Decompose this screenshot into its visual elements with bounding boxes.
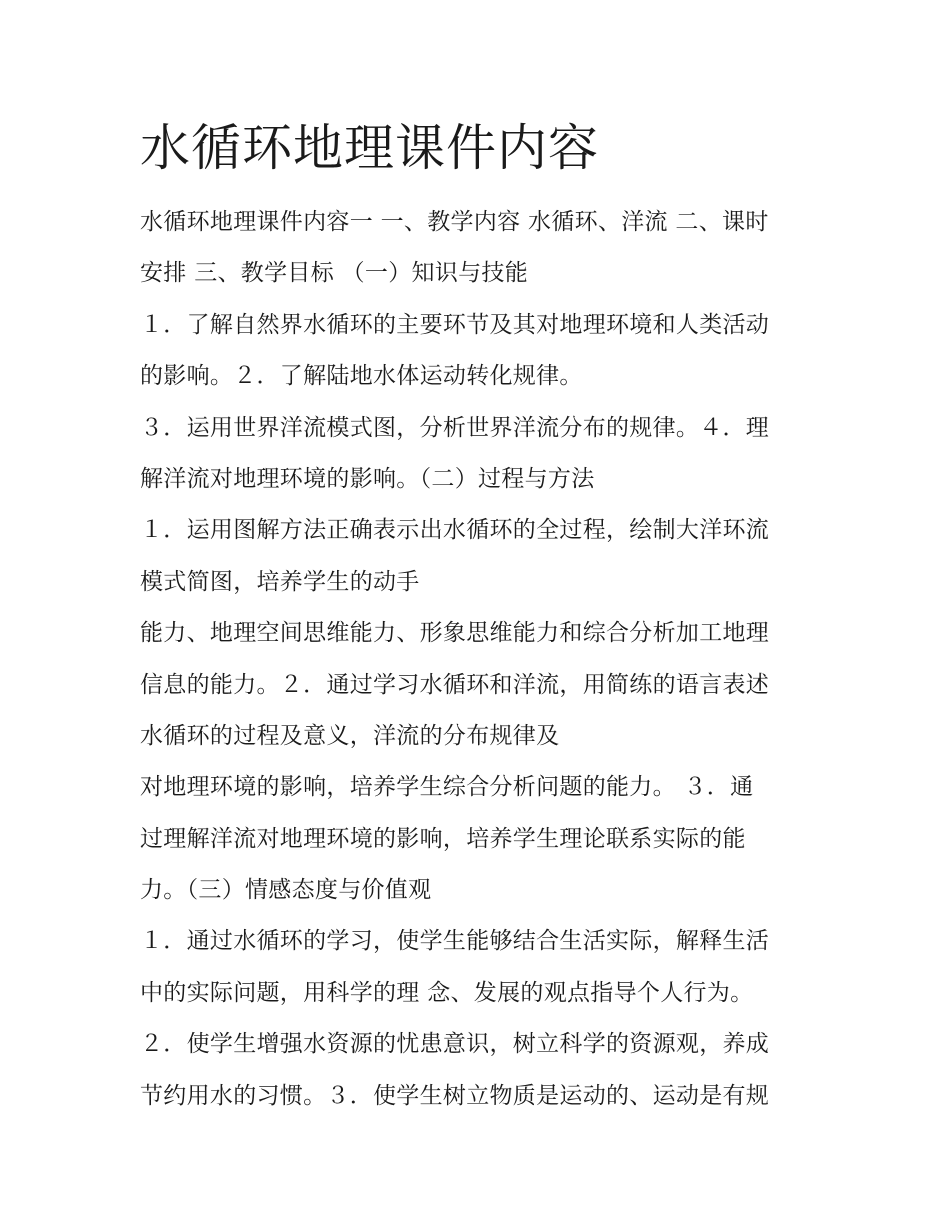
body-line: 信息的能力。２．通过学习水循环和洋流，用简练的语言表述: [140, 671, 770, 698]
body-line: ２．使学生增强水资源的忧患意识，树立科学的资源观，养成: [140, 1031, 770, 1058]
body-line: 节约用水的习惯。３．使学生树立物质是运动的、运动是有规: [140, 1082, 770, 1109]
body-line: 中的实际问题，用科学的理 念、发展的观点指导个人行为。: [140, 979, 754, 1006]
body-line: 力。（三）情感态度与价值观: [140, 877, 432, 904]
body-line: 水循环地理课件内容一 一、教学内容 水循环、洋流 二、课时: [140, 209, 769, 235]
body-line: 安排 三、教学目标 （一）知识与技能: [140, 260, 529, 287]
body-line: １．通过水循环的学习，使学生能够结合生活实际，解释生活: [140, 928, 770, 955]
body-line: 解洋流对地理环境的影响。（二）过程与方法: [140, 465, 595, 492]
body-line: 能力、地理空间思维能力、形象思维能力和综合分析加工地理: [140, 620, 770, 647]
body-line: ３．运用世界洋流模式图，分析世界洋流分布的规律。４．理: [140, 414, 770, 441]
document-body: [140, 200, 820, 1125]
document-title: 水循环地理课件内容: [140, 119, 599, 177]
body-line: 过理解洋流对地理环境的影响，培养学生理论联系实际的能: [140, 825, 746, 852]
body-line: 水循环的过程及意义，洋流的分布规律及: [140, 722, 560, 749]
body-line: 对地理环境的影响，培养学生综合分析问题的能力。 ３．通: [140, 774, 754, 801]
body-line: １．了解自然界水循环的主要环节及其对地理环境和人类活动: [140, 311, 770, 338]
body-line: 的影响。２．了解陆地水体运动转化规律。: [140, 363, 583, 390]
body-line: 模式简图，培养学生的动手: [140, 568, 420, 595]
body-line: １．运用图解方法正确表示出水循环的全过程，绘制大洋环流: [140, 517, 770, 544]
